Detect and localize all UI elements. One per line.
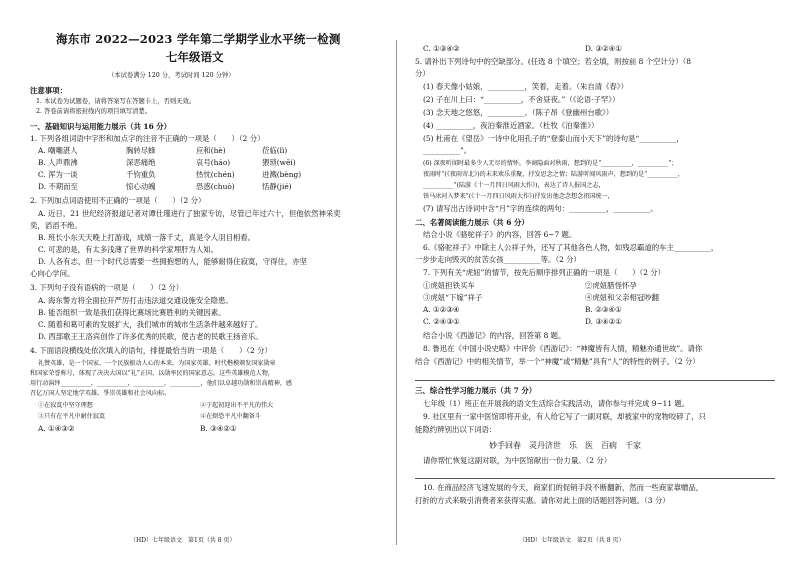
q2-line: A. 近日，21 世纪经济报道记者对谭仕瑾进行了独家专访，尽管已年过六十，但他依然神采奕 <box>38 209 341 218</box>
question-8: 8. 鲁迅在《中国小说史略》中评价《西游记》：“神魔皆有人情，精魅亦通世故”。请你 <box>423 344 703 353</box>
section-heading: 二、名著阅读能力展示（共 6 分） <box>415 218 529 227</box>
couplet-words: 妙手回春 灵丹济世 乐 医 百病 千家 <box>489 441 641 450</box>
q3-line: B. 能否组织一致是我们获得比赛场比赛胜利的关键因素。 <box>38 308 226 317</box>
question-6: 6.《骆驼祥子》中除主人公祥子外，还写了其他各色人物，如残忍霸道的车主__________， <box>423 243 719 252</box>
q7-choice: C. ②④③① <box>423 317 460 326</box>
q1-option-cell: 恬静(jié) <box>262 182 292 191</box>
q4-option: ②于起初迎出不平凡的伟大 <box>200 402 274 409</box>
question-5-cont: 分） <box>415 69 430 78</box>
q1-option-cell: 千钧重负 <box>126 170 156 179</box>
question-8-cont: 结合《西游记》中的相关情节，举一个“神魔”或“精魅”具有“人”的特性的例子。（2 分） <box>415 357 700 366</box>
question-3: 3. 下列句子没有语病的一项是（ ）（2 分） <box>30 283 184 292</box>
q4-paragraph-line: 和国家荣誉称号，体现了决决大国以“礼”正国、以勋率民的国家意志。这些英雄模范人物， <box>30 370 274 377</box>
q1-option-cell: A. 嘲嘲湛人 <box>38 146 78 155</box>
q1-option-cell: 莅临(lì) <box>262 146 288 155</box>
q1-option-cell: B. 人声鼎沸 <box>38 158 78 167</box>
question-7: 7. 下列有关“虎妞”的情节，按先后顺序排列正确的一项是（ ）（2 分） <box>423 268 666 277</box>
q5-item: 铁马冰河入梦来”(《十一月四日风雨大作》)抒发出他念念想念祖国统一， <box>423 193 614 200</box>
q3-line: D. 西部歌王王洛宾创作了许多优秀的民歌，使古老的民歌王扬音乐。 <box>38 332 263 341</box>
q7-choice: A. ①②③④ <box>423 305 460 314</box>
q7-option: ②虎妞腊怪怀孕 <box>585 281 637 290</box>
q4-option: ④在烦恐平凡中翻备斗 <box>200 413 261 420</box>
q4-choice: D. ③②④① <box>585 44 622 53</box>
question-9-instruction: 请你帮忙恢复这副对联，为中医馆献出一份力量。（2 分） <box>423 456 612 465</box>
q4-paragraph-line: 召亿万国人坚定地学英雄、爭崇英雄和社会风向标。 <box>30 390 171 397</box>
q2-line: 心向心学问。 <box>30 269 75 278</box>
q4-choice: A. ①④③② <box>38 424 75 433</box>
q5-item: (1) 春天像小姑娘，__________，笑着，走着。（朱自清《春》） <box>423 82 628 91</box>
question-9-cont: 能隐约辨别出以下词语： <box>415 425 497 434</box>
q4-paragraph-line: 用行动演绎__________，__________，__________，__________，他们以卓越功勋和崇高精神，感 <box>30 380 293 387</box>
score-note: （本试卷满分 120 分，考试时间 120 分钟） <box>108 72 235 79</box>
q4-option: ③只有在平凡中耐住寂寞 <box>38 413 106 420</box>
answer-line <box>415 478 775 479</box>
q1-option-cell: 热忱(chén) <box>196 170 235 179</box>
note-item: 2. 答卷前请将密封线内的项目填写清楚。 <box>36 108 152 115</box>
q5-item: (5) 杜甫在《望岳》一诗中化用孔子的“登泰山而小天下”的诗句是“__________， <box>423 134 684 143</box>
page-footer: （HD）七年级语文 第1页（共 8 页） <box>130 537 236 544</box>
q1-option-cell: 恐惑(chuò) <box>196 182 235 191</box>
q5-item: (2) 子在川上曰：“__________，不舍昼夜。”（《论语·子罕》） <box>423 95 620 104</box>
q1-option-cell: 迸溅(bèng) <box>262 170 302 179</box>
q2-line: B. 班长小东天天晚上打游戏，成绩一落千丈，真是令人羽目相看。 <box>38 233 256 242</box>
q7-choice: D. ③④②① <box>585 317 622 326</box>
q1-option-cell: 惊心动魄 <box>126 182 156 191</box>
section-intro: 结合小说《西游记》的内容，回答第 8 题。 <box>423 331 566 340</box>
q5-item: (7) 请写出古诗词中含“月”字的连续的两句：__________，__________。 <box>423 204 658 213</box>
q2-line: 奕，滔滔不绝。 <box>30 221 82 230</box>
q4-option: ①在寂寞中坚守理想 <box>38 402 93 409</box>
question-4: 4. 下面语段横线处依次填入的语句，排提最恰当的一项是（ ）（2 分） <box>30 346 272 355</box>
q5-item: (4) __________，夜泊秦淮近酒家。（杜牧《泊秦淮》） <box>423 121 599 130</box>
q3-line: C. 随着和葛可素的发展扩大，我们城市的城市生活条件越来越好了。 <box>38 320 263 329</box>
note-item: 1. 本试卷为试题卷，请将答案写在答题卡上，否则无效。 <box>36 98 196 105</box>
q2-line: D. 人各有志，但一个时代总需要一些拥抱想的人，能够耐得住寂寞，守得住，亦坚 <box>38 257 308 266</box>
question-1: 1. 下列各组词语中字形和加点字的注音不正确的一项是（ ）（2 分） <box>30 134 265 143</box>
q7-option: ①虎妞担铁买车 <box>423 281 475 290</box>
q1-option-cell: 哀号(háo) <box>196 158 231 167</box>
notes-heading: 注意事项： <box>30 86 67 95</box>
q7-option: ③虎妞“下嫁”祥子 <box>423 293 483 302</box>
question-9: 9. 社区里有一家中医馆即将开业，有人给它写了一副对联，却被家中的宠物咬碎了，只 <box>423 412 706 421</box>
section-heading: 一、基础知识与运用能力展示（共 16 分） <box>30 122 172 131</box>
q2-line: C. 可悲的是，有太多浅薄了世界的科学家埋肝为人知。 <box>38 245 219 254</box>
question-6-cont: 一步步走向毁灭的贫苦女孩__________等。（2 分） <box>415 255 581 264</box>
q7-choice: B. ②③④① <box>585 305 622 314</box>
q7-option: ④虎妞和父亲相冠吵翻 <box>585 293 659 302</box>
right-page <box>397 0 794 561</box>
question-10-cont: 打折的方式来吸引消费者来获得实惠。请你对此上面的话题回答问题。（3 分） <box>415 496 670 505</box>
q4-paragraph-line: 礼赞英雄，是一个国家、一个民族振动人心的本来。为国家英雄、时代楷模颁发国家勋章 <box>38 360 276 367</box>
q5-item: (3) 念天地之悠悠，__________。（陈子昂《登幽州台歌》） <box>423 108 614 117</box>
question-2: 2. 下列加点词语使用不正确的一项是（ ）（2 分） <box>30 196 206 205</box>
q1-option-cell: C. 浑为一谈 <box>38 170 78 179</box>
q5-item: 夜雨时“(《夜雨寄北》)的未来欢乐重聚，抒发思念之情；陆游听闻风雨声，想到的是“__________， <box>423 171 684 178</box>
q3-line: A. 海东警方将全面拉开严厉打击违法道交通设施安全隐患。 <box>38 296 233 305</box>
q4-choice: B. ③④②① <box>200 424 237 433</box>
section-intro: 结合小说《骆驼祥子》的内容，回答 6~7 题。 <box>423 230 577 239</box>
q1-option-cell: D. 不期而至 <box>38 182 78 191</box>
q1-option-cell: 应和(hè) <box>196 146 226 155</box>
q1-option-cell: 胸转尽蜂 <box>126 146 156 155</box>
q1-option-cell: 猥琐(wěi) <box>262 158 296 167</box>
q5-item: (6) 深夜听闻时最多少人无尽的情怀。李商隐面对秋雨，想到的是“__________，__________”； <box>423 160 678 167</box>
exam-subtitle: 七年级语文 <box>166 50 224 64</box>
q4-choice: C. ①③④② <box>423 44 460 53</box>
question-5: 5. 请补出下列诗句中的空缺部分。(任选 8 个填空；若全填，则按前 8 个空计分）（8 <box>415 57 691 66</box>
q1-option-cell: 深恶痛绝 <box>126 158 156 167</box>
question-10: 10. 在商品经济飞速发展的今天，商家们的促销手段不断翻新，然而一些商家靠赠品， <box>423 483 704 492</box>
q5-item: __________”。 <box>423 146 472 155</box>
q5-item: __________”(陆游《十一月四日风雨大作》)，表达了诗人报国之志， <box>423 182 605 189</box>
section-intro: 七年级（1）班正在开展我的语文生活综合实践活动，请你参与并完成 9~11 题。 <box>423 399 690 408</box>
answer-line <box>415 380 775 381</box>
exam-title: 海东市 2022—2023 学年第二学期学业水平统一检测 <box>56 32 341 46</box>
page-footer: （HD）七年级语文 第2页（共 8 页） <box>519 537 625 544</box>
section-heading: 三、综合性学习能力展示（共 7 分） <box>415 386 537 395</box>
